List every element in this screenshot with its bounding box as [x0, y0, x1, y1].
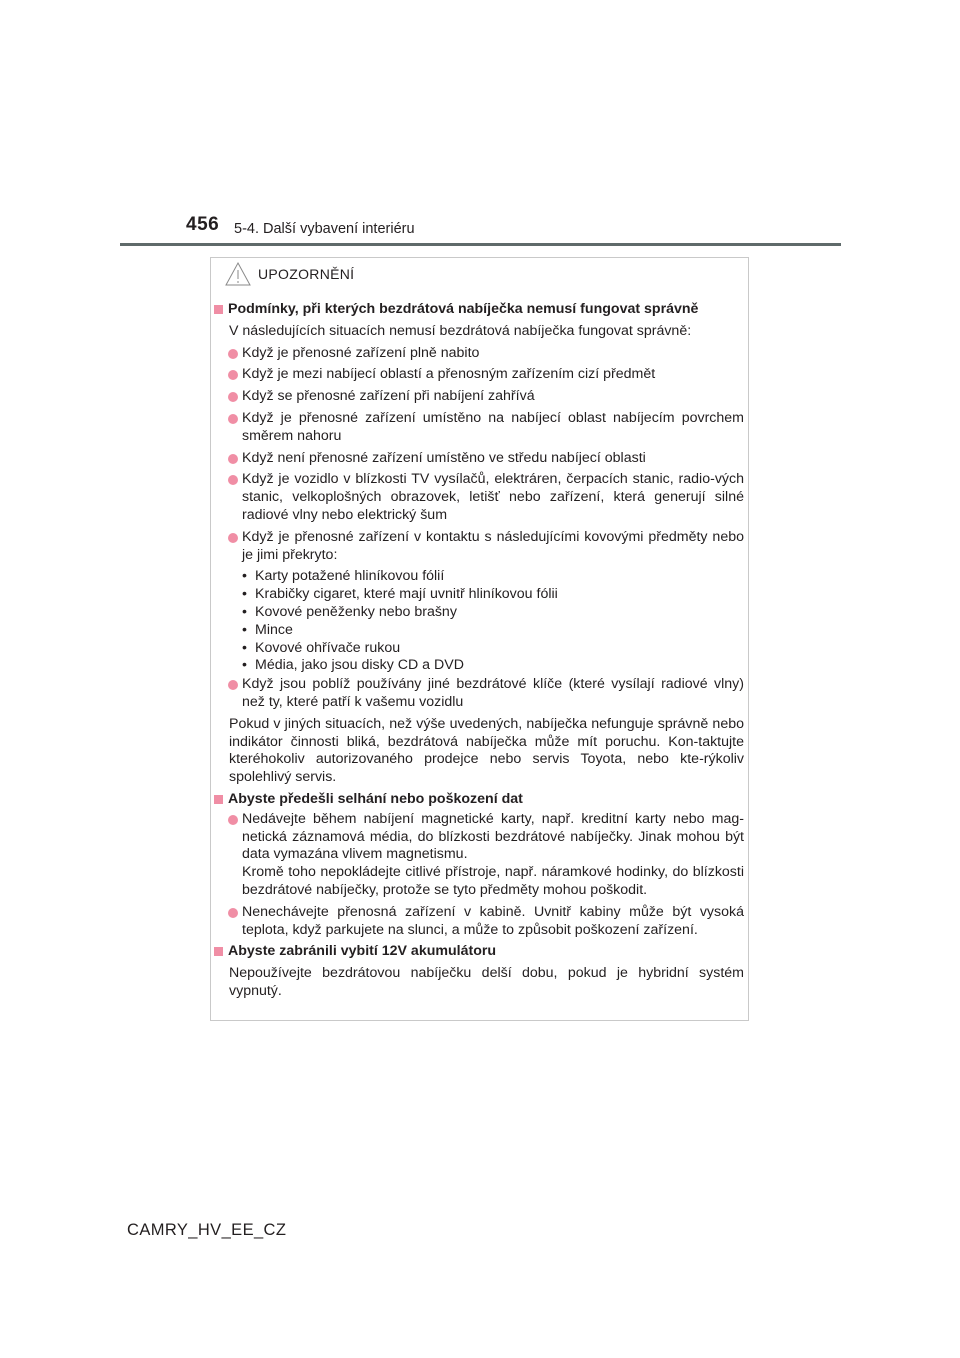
- round-bullet-icon: [228, 414, 238, 424]
- warning-header: [224, 259, 354, 289]
- round-bullet-icon: [228, 370, 238, 380]
- list-item: [214, 811, 744, 900]
- list-item-text-continuation: Kromě toho nepokládejte citlivé přístroje, např. náramkové hodinky, do blízkosti bezdrátové nabíječky, protože se tyto předměty mohou poškodit.: [242, 864, 744, 898]
- list-item: [214, 529, 744, 565]
- round-bullet-icon: [228, 908, 238, 918]
- list-item: [214, 904, 744, 940]
- list-item: [214, 388, 744, 406]
- round-bullet-icon: [228, 454, 238, 464]
- warning-content: [214, 297, 744, 1001]
- sub-list-item-text: Média, jako jsou disky CD a DVD: [255, 657, 464, 674]
- round-bullet-icon: [228, 815, 238, 825]
- section-heading-text: Abyste zabránili vybití 12V akumulátoru: [228, 943, 497, 960]
- list-item: [214, 676, 744, 712]
- dot-bullet: •: [242, 586, 247, 603]
- list-item-text: Když je přenosné zařízení v kontaktu s následujícími kovovými předměty nebo je jimi překryto:: [242, 528, 744, 563]
- list-item-text: Když není přenosné zařízení umístěno ve středu nabíjecí oblasti: [242, 449, 646, 466]
- sub-list-item-text: Kovové ohřívače rukou: [255, 639, 401, 656]
- round-bullet-icon: [228, 533, 238, 543]
- section-heading: [214, 791, 744, 809]
- list-item: [214, 345, 744, 363]
- square-bullet-icon: [214, 305, 223, 314]
- list-item-text: Když je přenosné zařízení umístěno na nabíjecí oblast nabíjecím povrchem směrem nahoru: [242, 409, 744, 444]
- dot-bullet: •: [242, 603, 247, 620]
- round-bullet-icon: [228, 680, 238, 690]
- section-heading-text: Podmínky, při kterých bezdrátová nabíječka nemusí fungovat správně: [228, 301, 699, 317]
- sub-list-item-text: Mince: [255, 621, 293, 638]
- list-item-text: Když jsou poblíž používány jiné bezdrátové klíče (které vysílají radiové vlny) než ty, které patří k vašemu vozidlu: [242, 676, 744, 710]
- list-item: [214, 410, 744, 446]
- sub-list-item: [242, 640, 744, 658]
- list-item: [214, 471, 744, 524]
- list-item: [214, 366, 744, 384]
- dot-bullet: •: [242, 568, 247, 585]
- list-item-text: Když se přenosné zařízení při nabíjení zahřívá: [242, 388, 535, 405]
- section-text: Nepoužívejte bezdrátovou nabíječku delší dobu, pokud je hybridní systém vypnutý.: [229, 965, 744, 999]
- section-closing: Pokud v jiných situacích, než výše uvedených, nabíječka nefunguje správně nebo indikátor činnosti bliká, bezdrátová nabíječka může mít poruchu. Kon-taktujte kteréhokoliv autorizovaného prodejce nebo servis Toyota, nebo kte-rýkoliv spolehlivý servis.: [229, 715, 744, 786]
- round-bullet-icon: [228, 349, 238, 359]
- warning-title: UPOZORNĚNÍ: [258, 266, 355, 282]
- page-number: 456: [186, 214, 220, 235]
- dot-bullet: •: [242, 639, 247, 656]
- section-heading: [214, 943, 744, 961]
- square-bullet-icon: [214, 947, 223, 956]
- sub-list-item: [242, 622, 744, 640]
- round-bullet-icon: [228, 392, 238, 402]
- sub-list-item-text: Krabičky cigaret, které mají uvnitř hliníkovou fólii: [255, 586, 558, 603]
- header-rule: [120, 243, 841, 246]
- dot-bullet: •: [242, 621, 247, 638]
- section-heading: [214, 301, 744, 319]
- sub-list-item: [242, 586, 744, 604]
- list-item-text: Když je vozidlo v blízkosti TV vysílačů, elektráren, čerpacích stanic, radio-vých stanic, velkoplošných obrazovek, letišť nebo zařízení, která generují silné radiové vlny nebo elektrický šum: [242, 471, 744, 523]
- list-item-text: Nenechávejte přenosná zařízení v kabině. Uvnitř kabiny může být vysoká teplota, když parkujete na slunci, a může to způsobit poškození zařízení.: [242, 903, 744, 938]
- sub-list-item: [242, 604, 744, 622]
- list-item: [214, 450, 744, 468]
- sub-list-item-text: Kovové peněženky nebo brašny: [255, 603, 457, 620]
- model-code: CAMRY_HV_EE_CZ: [127, 1221, 287, 1239]
- sub-list-item-text: Karty potažené hliníkovou fólií: [255, 568, 445, 585]
- section-title: 5-4. Další vybavení interiéru: [234, 221, 415, 237]
- round-bullet-icon: [228, 475, 238, 485]
- list-item-text: Když je mezi nabíjecí oblastí a přenosným zařízením cizí předmět: [242, 366, 656, 383]
- sub-list-item: [242, 568, 744, 586]
- sub-list: [214, 568, 744, 675]
- warning-triangle-icon: [224, 261, 252, 287]
- section-intro: V následujících situacích nemusí bezdrátová nabíječka fungovat správně:: [229, 322, 692, 339]
- list-item-text: Když je přenosné zařízení plně nabito: [242, 344, 480, 361]
- list-item-text-main: Nedávejte během nabíjení magnetické karty, např. kreditní karty nebo mag-netická záznamová média, do blízkosti bezdrátové nabíječky. Jinak mohou být data vymazána vlivem magnetismu.: [242, 810, 744, 863]
- section-heading-text: Abyste předešli selhání nebo poškození dat: [228, 790, 523, 807]
- dot-bullet: •: [242, 657, 247, 674]
- square-bullet-icon: [214, 795, 223, 804]
- sub-list-item: [242, 657, 744, 675]
- list-item-text: [242, 811, 744, 900]
